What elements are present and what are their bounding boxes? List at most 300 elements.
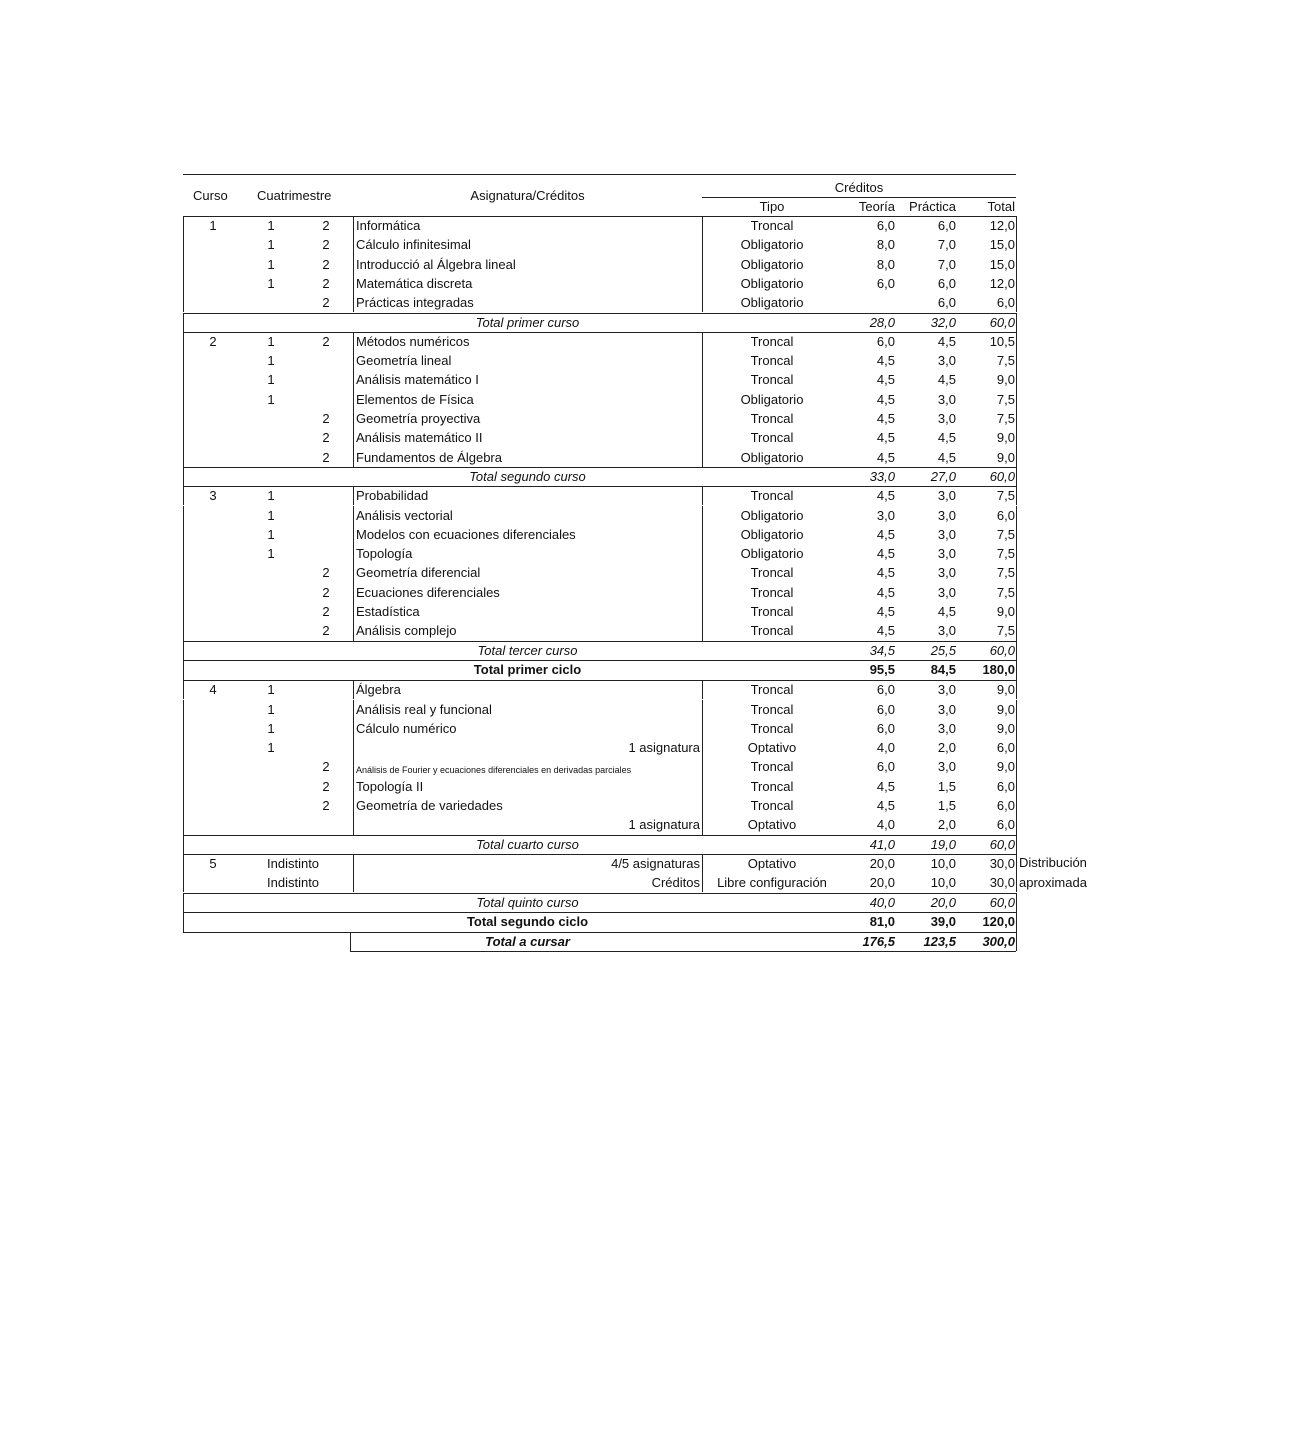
teoria-value: 4,0 (876, 740, 895, 756)
cuatrimestre-1: 1 (267, 218, 275, 233)
total-value: 60,0 (989, 468, 1015, 484)
section-rule (183, 332, 1016, 333)
subject-name: Análisis real y funcional (356, 701, 492, 717)
total-value: 7,5 (996, 353, 1015, 369)
column-line (353, 680, 354, 699)
distribution-note-line1: Distribución (1019, 855, 1087, 870)
table-right-border (1016, 932, 1017, 951)
total-value: 6,0 (996, 740, 1015, 756)
teoria-value: 4,5 (876, 623, 895, 639)
total-value: 7,5 (996, 526, 1015, 542)
practica-value: 3,0 (937, 565, 956, 581)
table-right-border (1016, 448, 1017, 467)
table-left-border (183, 486, 184, 505)
column-line (353, 777, 354, 796)
subject-name: Geometría proyectiva (356, 411, 481, 426)
subject-tipo: Troncal (750, 701, 794, 717)
teoria-value: 4,5 (876, 565, 895, 581)
cuatrimestre-1: 1 (267, 507, 275, 523)
column-line (353, 370, 354, 389)
cuatrimestre-1: 1 (267, 526, 275, 542)
subject-name: Geometría diferencial (356, 565, 481, 581)
table-left-border (183, 255, 184, 274)
column-line (353, 409, 354, 428)
grand-total-left-border (350, 932, 351, 951)
total-value: 60,0 (989, 642, 1015, 658)
course-total-label: Total segundo curso (469, 468, 586, 484)
cuatrimestre-2: 2 (322, 778, 330, 794)
practica-value: 6,0 (937, 295, 956, 311)
total-value: 180,0 (982, 661, 1015, 677)
total-value: 30,0 (989, 855, 1015, 871)
table-left-border (183, 912, 184, 932)
table-left-border (183, 544, 184, 563)
teoria-value: 176,5 (862, 934, 895, 950)
practica-value: 4,5 (937, 372, 956, 388)
total-value: 300,0 (982, 934, 1015, 950)
column-line (353, 255, 354, 274)
teoria-value: 20,0 (869, 875, 895, 891)
total-value: 6,0 (996, 295, 1015, 311)
practica-value: 84,5 (930, 661, 956, 677)
cuatrimestre-2: 2 (322, 295, 330, 311)
subject-tipo: Troncal (750, 372, 794, 388)
teoria-value: 4,5 (876, 546, 895, 562)
table-left-border (183, 467, 184, 486)
table-left-border (183, 680, 184, 699)
subject-name: Créditos (651, 875, 700, 891)
subject-tipo: Optativo (747, 740, 797, 756)
teoria-value: 3,0 (876, 507, 895, 523)
total-value: 7,5 (996, 584, 1015, 600)
teoria-value: 6,0 (876, 720, 895, 736)
practica-value: 3,0 (937, 682, 956, 698)
column-line (353, 235, 354, 254)
practica-value: 3,0 (937, 759, 956, 775)
cuatrimestre-1: 1 (267, 275, 275, 291)
practica-value: 2,0 (937, 740, 956, 756)
cuatrimestre-2: 2 (322, 565, 330, 581)
subject-name: Prácticas integradas (356, 295, 474, 311)
total-value: 9,0 (996, 682, 1015, 698)
subject-tipo: Troncal (750, 623, 794, 639)
cuatrimestre-1: 1 (267, 372, 275, 388)
teoria-value: 4,5 (876, 353, 895, 369)
table-left-border (183, 370, 184, 389)
subject-tipo: Troncal (750, 604, 794, 619)
subject-tipo: Libre configuración (717, 875, 827, 891)
column-line (353, 506, 354, 525)
total-value: 9,0 (996, 759, 1015, 775)
course-total-label: Total tercer curso (477, 642, 578, 658)
table-right-border (1016, 216, 1017, 235)
table-right-border (1016, 563, 1017, 582)
table-left-border (183, 216, 184, 235)
subject-name: 4/5 asignaturas (611, 855, 700, 871)
total-value: 9,0 (996, 720, 1015, 736)
table-left-border (183, 390, 184, 409)
practica-value: 3,0 (937, 546, 956, 562)
teoria-value: 6,0 (876, 701, 895, 717)
column-line (353, 621, 354, 640)
table-right-border (1016, 777, 1017, 796)
header-cuatrimestre: Cuatrimestre (257, 188, 332, 203)
table-bottom-border (350, 951, 1016, 952)
table-left-border (183, 563, 184, 582)
table-right-border (1016, 893, 1017, 912)
column-line (353, 700, 354, 719)
practica-value: 4,5 (937, 333, 956, 349)
header-total: Total (987, 199, 1015, 214)
table-right-border (1016, 486, 1017, 505)
practica-value: 3,0 (937, 526, 956, 542)
practica-value: 3,0 (937, 353, 956, 369)
table-right-border (1016, 255, 1017, 274)
study-plan-table (183, 174, 1017, 957)
table-right-border (1016, 467, 1017, 486)
subject-tipo: Obligatorio (740, 295, 804, 311)
total-value: 7,5 (996, 623, 1015, 639)
cuatrimestre-2: 2 (322, 449, 330, 465)
subject-tipo: Troncal (750, 218, 794, 233)
table-left-border (183, 700, 184, 719)
cuatrimestre-1: 1 (267, 488, 275, 504)
subject-tipo: Troncal (750, 798, 794, 813)
table-right-border (1016, 583, 1017, 602)
teoria-value: 33,0 (869, 468, 895, 484)
table-left-border (183, 777, 184, 796)
column-line (353, 332, 354, 351)
table-left-border (183, 428, 184, 447)
practica-value: 3,0 (937, 623, 956, 639)
column-line (353, 757, 354, 776)
section-rule (183, 893, 1016, 894)
subject-tipo: Obligatorio (740, 526, 804, 542)
table-right-border (1016, 428, 1017, 447)
column-line (353, 525, 354, 544)
practica-value: 3,0 (937, 701, 956, 717)
teoria-value: 34,5 (869, 642, 895, 658)
header-asignatura: Asignatura/Créditos (470, 188, 585, 203)
cuatrimestre-1: 1 (267, 740, 275, 756)
header-creditos: Créditos (834, 180, 884, 195)
table-right-border (1016, 332, 1017, 351)
cuatrimestre-2: 2 (322, 759, 330, 775)
subject-tipo: Obligatorio (740, 546, 804, 562)
practica-value: 3,0 (937, 507, 956, 523)
subject-tipo: Optativo (747, 855, 797, 871)
subject-name: 1 asignatura (628, 740, 700, 756)
practica-value: 3,0 (937, 391, 956, 407)
total-value: 7,5 (996, 391, 1015, 407)
subject-tipo: Troncal (750, 333, 794, 349)
subject-tipo: Troncal (750, 488, 794, 504)
table-left-border (183, 448, 184, 467)
subject-tipo: Optativo (747, 817, 797, 833)
table-right-border (1016, 390, 1017, 409)
header-practica: Práctica (909, 199, 956, 214)
cuatrimestre-2: 2 (322, 623, 330, 639)
header-curso: Curso (193, 188, 228, 203)
cuatrimestre-1: 1 (267, 720, 275, 736)
total-value: 12,0 (989, 275, 1015, 291)
table-left-border (183, 274, 184, 293)
table-right-border (1016, 313, 1017, 332)
table-right-border (1016, 700, 1017, 719)
table-right-border (1016, 621, 1017, 640)
teoria-value: 6,0 (876, 275, 895, 291)
teoria-value: 8,0 (876, 256, 895, 272)
teoria-value: 20,0 (869, 855, 895, 871)
cuatrimestre-1: 1 (267, 256, 275, 272)
cuatrimestre-1: 1 (267, 391, 275, 407)
practica-value: 10,0 (930, 855, 956, 871)
cuatrimestre-2: 2 (322, 275, 330, 291)
table-right-border (1016, 757, 1017, 776)
table-right-border (1016, 796, 1017, 815)
table-left-border (183, 525, 184, 544)
total-value: 7,5 (996, 546, 1015, 562)
table-right-border (1016, 719, 1017, 738)
teoria-value: 4,5 (876, 584, 895, 600)
cuatrimestre-2: 2 (322, 256, 330, 272)
cuatrimestre-2: 2 (322, 798, 330, 813)
teoria-value: 4,5 (876, 488, 895, 504)
table-left-border (183, 409, 184, 428)
column-line (353, 351, 354, 370)
column-line (353, 448, 354, 467)
table-right-border (1016, 409, 1017, 428)
teoria-value: 6,0 (876, 682, 895, 698)
table-left-border (183, 796, 184, 815)
practica-value: 3,0 (937, 720, 956, 736)
table-right-border (1016, 293, 1017, 312)
table-left-border (183, 873, 184, 892)
subject-name: Probabilidad (356, 488, 429, 504)
curso-number: 5 (209, 855, 217, 871)
subject-tipo: Troncal (750, 720, 794, 736)
subject-name: Topología II (356, 778, 424, 794)
practica-value: 19,0 (930, 836, 956, 852)
column-line (353, 486, 354, 505)
teoria-value: 40,0 (869, 894, 895, 910)
course-total-label: Total primer curso (475, 314, 580, 330)
column-line (353, 274, 354, 293)
total-value: 10,5 (989, 333, 1015, 349)
teoria-value: 81,0 (869, 913, 895, 929)
section-rule (183, 835, 1016, 836)
table-right-border (1016, 641, 1017, 660)
total-value: 6,0 (996, 817, 1015, 833)
practica-value: 3,0 (937, 488, 956, 504)
total-value: 7,5 (996, 488, 1015, 504)
section-rule (183, 641, 1016, 642)
column-line (353, 602, 354, 621)
cuatrimestre-2: 2 (322, 604, 330, 619)
cuatrimestre-1: 1 (267, 701, 275, 717)
subject-name: Análisis matemático I (356, 372, 479, 388)
cuatrimestre-1: 1 (267, 237, 275, 253)
header-tipo: Tipo (759, 199, 785, 214)
cycle-total-label: Total primer ciclo (473, 661, 582, 677)
column-line (353, 563, 354, 582)
teoria-value: 4,5 (876, 778, 895, 794)
total-value: 7,5 (996, 565, 1015, 581)
teoria-value: 4,5 (876, 526, 895, 542)
total-value: 9,0 (996, 449, 1015, 465)
subject-name: Estadística (356, 604, 420, 619)
column-line (353, 796, 354, 815)
subject-tipo: Troncal (750, 682, 794, 698)
cuatrimestre-2: 2 (322, 237, 330, 253)
total-value: 9,0 (996, 701, 1015, 717)
table-left-border (183, 583, 184, 602)
curso-number: 3 (209, 488, 217, 504)
cycle-total-label: Total segundo ciclo (466, 913, 589, 929)
cuatrimestre-2: 2 (322, 333, 330, 349)
column-line (353, 719, 354, 738)
section-rule (183, 313, 1016, 314)
table-left-border (183, 815, 184, 834)
subject-tipo: Troncal (750, 565, 794, 581)
header-sub-rule (702, 197, 1016, 198)
total-value: 30,0 (989, 875, 1015, 891)
table-right-border (1016, 602, 1017, 621)
table-left-border (183, 332, 184, 351)
total-value: 60,0 (989, 314, 1015, 330)
practica-value: 1,5 (937, 798, 956, 813)
total-value: 15,0 (989, 256, 1015, 272)
practica-value: 39,0 (930, 913, 956, 929)
table-right-border (1016, 544, 1017, 563)
table-left-border (183, 621, 184, 640)
table-right-border (1016, 660, 1017, 680)
table-right-border (1016, 815, 1017, 834)
teoria-value: 4,5 (876, 449, 895, 465)
column-line (353, 544, 354, 563)
subject-name: Informática (356, 218, 421, 233)
header-bottom-rule (183, 216, 1016, 217)
subject-name: Geometría de variedades (356, 798, 503, 813)
subject-tipo: Troncal (750, 759, 794, 775)
column-line (353, 583, 354, 602)
cuatrimestre-indistinto: Indistinto (267, 875, 320, 891)
teoria-value: 28,0 (869, 314, 895, 330)
teoria-value: 4,5 (876, 798, 895, 813)
subject-name: Topología (356, 546, 413, 562)
table-left-border (183, 506, 184, 525)
column-line (353, 390, 354, 409)
teoria-value: 41,0 (869, 836, 895, 852)
practica-value: 7,0 (937, 256, 956, 272)
table-left-border (183, 757, 184, 776)
total-value: 6,0 (996, 778, 1015, 794)
table-left-border (183, 660, 184, 680)
table-left-border (183, 602, 184, 621)
practica-value: 27,0 (930, 468, 956, 484)
practica-value: 7,0 (937, 237, 956, 253)
total-value: 12,0 (989, 218, 1015, 233)
teoria-value: 8,0 (876, 237, 895, 253)
subject-name: 1 asignatura (628, 817, 700, 833)
total-value: 7,5 (996, 411, 1015, 426)
practica-value: 4,5 (937, 604, 956, 619)
subject-tipo: Obligatorio (740, 449, 804, 465)
cuatrimestre-1: 1 (267, 682, 275, 698)
table-top-border (183, 174, 1016, 175)
cuatrimestre-2: 2 (322, 584, 330, 600)
section-rule (183, 932, 1016, 933)
section-rule (183, 854, 1016, 855)
practica-value: 6,0 (937, 218, 956, 233)
subject-name: Análisis complejo (356, 623, 457, 639)
practica-value: 10,0 (930, 875, 956, 891)
practica-value: 3,0 (937, 411, 956, 426)
subject-name: Análisis vectorial (356, 507, 453, 523)
total-value: 120,0 (982, 913, 1015, 929)
table-right-border (1016, 506, 1017, 525)
table-right-border (1016, 274, 1017, 293)
teoria-value: 4,5 (876, 430, 895, 446)
teoria-value: 4,5 (876, 411, 895, 426)
subject-name: Geometría lineal (356, 353, 452, 369)
practica-value: 6,0 (937, 275, 956, 291)
practica-value: 3,0 (937, 584, 956, 600)
subject-tipo: Troncal (750, 778, 794, 794)
table-left-border (183, 738, 184, 757)
subject-tipo: Obligatorio (740, 275, 804, 291)
table-right-border (1016, 370, 1017, 389)
subject-tipo: Obligatorio (740, 391, 804, 407)
subject-name: Análisis de Fourier y ecuaciones diferenciales en derivadas parciales (356, 765, 632, 776)
course-total-label: Total cuarto curso (476, 836, 579, 852)
teoria-value: 95,5 (869, 661, 895, 677)
teoria-value: 6,0 (876, 218, 895, 233)
subject-name: Análisis matemático II (356, 430, 483, 446)
section-rule (183, 486, 1016, 487)
total-value: 6,0 (996, 507, 1015, 523)
table-left-border (183, 351, 184, 370)
table-right-border (1016, 835, 1017, 854)
table-left-border (183, 313, 184, 332)
subject-name: Elementos de Física (356, 391, 474, 407)
teoria-value: 6,0 (876, 759, 895, 775)
section-rule (183, 467, 1016, 468)
subject-name: Cálculo numérico (356, 720, 457, 736)
total-value: 9,0 (996, 430, 1015, 446)
practica-value: 123,5 (923, 934, 956, 950)
subject-tipo: Troncal (750, 584, 794, 600)
total-value: 9,0 (996, 604, 1015, 619)
table-right-border (1016, 854, 1017, 873)
table-left-border (183, 293, 184, 312)
table-right-border (1016, 351, 1017, 370)
subject-tipo: Obligatorio (740, 237, 804, 253)
table-right-border (1016, 680, 1017, 699)
section-rule (183, 680, 1016, 681)
cuatrimestre-1: 1 (267, 353, 275, 369)
cuatrimestre-2: 2 (322, 218, 330, 233)
total-value: 6,0 (996, 798, 1015, 813)
subject-tipo: Troncal (750, 411, 794, 426)
subject-tipo: Troncal (750, 430, 794, 446)
cuatrimestre-2: 2 (322, 411, 330, 426)
table-left-border (183, 835, 184, 854)
practica-value: 4,5 (937, 449, 956, 465)
table-right-border (1016, 525, 1017, 544)
subject-tipo: Obligatorio (740, 256, 804, 272)
subject-name: Métodos numéricos (356, 333, 470, 349)
